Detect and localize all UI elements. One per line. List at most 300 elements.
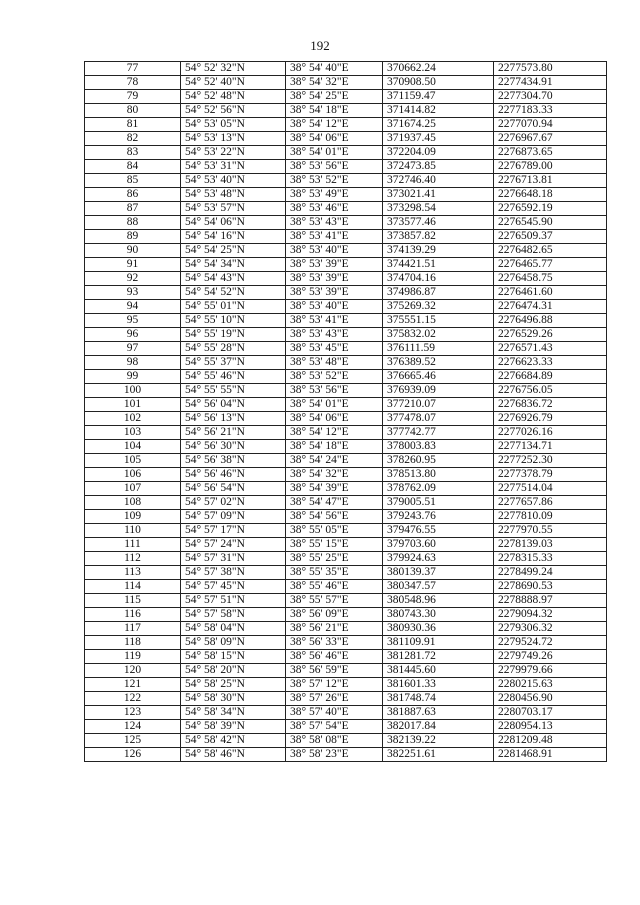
- x-coordinate-cell: 372204.09: [383, 146, 494, 160]
- y-coordinate-cell: 2276458.75: [494, 272, 607, 286]
- table-row: [85, 636, 607, 650]
- point-number-cell: 119: [85, 650, 181, 664]
- table-row: [85, 566, 607, 580]
- table-row: [85, 552, 607, 566]
- x-coordinate-cell: 380743.30: [383, 608, 494, 622]
- y-coordinate-cell: 2278690.53: [494, 580, 607, 594]
- x-coordinate-cell: 380548.96: [383, 594, 494, 608]
- y-coordinate-cell: 2277183.33: [494, 104, 607, 118]
- point-number-cell: 85: [85, 174, 181, 188]
- point-number-cell: 84: [85, 160, 181, 174]
- x-coordinate-cell: 381445.60: [383, 664, 494, 678]
- longitude-cell: 38° 58' 08"E: [286, 734, 383, 748]
- table-row: [85, 426, 607, 440]
- longitude-cell: 38° 53' 41"E: [286, 314, 383, 328]
- x-coordinate-cell: 375832.02: [383, 328, 494, 342]
- point-number-cell: 122: [85, 692, 181, 706]
- latitude-cell: 54° 57' 24"N: [181, 538, 286, 552]
- table-row: [85, 370, 607, 384]
- y-coordinate-cell: 2279094.32: [494, 608, 607, 622]
- y-coordinate-cell: 2277573.80: [494, 62, 607, 76]
- latitude-cell: 54° 57' 17"N: [181, 524, 286, 538]
- latitude-cell: 54° 56' 04"N: [181, 398, 286, 412]
- table-row: [85, 62, 607, 76]
- latitude-cell: 54° 52' 56"N: [181, 104, 286, 118]
- x-coordinate-cell: 381601.33: [383, 678, 494, 692]
- point-number-cell: 105: [85, 454, 181, 468]
- longitude-cell: 38° 53' 56"E: [286, 384, 383, 398]
- x-coordinate-cell: 374704.16: [383, 272, 494, 286]
- x-coordinate-cell: 377742.77: [383, 426, 494, 440]
- x-coordinate-cell: 380139.37: [383, 566, 494, 580]
- table-row: [85, 174, 607, 188]
- latitude-cell: 54° 58' 25"N: [181, 678, 286, 692]
- longitude-cell: 38° 54' 18"E: [286, 104, 383, 118]
- longitude-cell: 38° 56' 21"E: [286, 622, 383, 636]
- x-coordinate-cell: 377210.07: [383, 398, 494, 412]
- latitude-cell: 54° 54' 34"N: [181, 258, 286, 272]
- latitude-cell: 54° 57' 02"N: [181, 496, 286, 510]
- table-row: [85, 230, 607, 244]
- y-coordinate-cell: 2277378.79: [494, 468, 607, 482]
- longitude-cell: 38° 54' 06"E: [286, 412, 383, 426]
- point-number-cell: 116: [85, 608, 181, 622]
- longitude-cell: 38° 54' 24"E: [286, 454, 383, 468]
- table-row: [85, 314, 607, 328]
- longitude-cell: 38° 53' 43"E: [286, 216, 383, 230]
- longitude-cell: 38° 53' 56"E: [286, 160, 383, 174]
- latitude-cell: 54° 58' 09"N: [181, 636, 286, 650]
- longitude-cell: 38° 53' 46"E: [286, 202, 383, 216]
- latitude-cell: 54° 56' 38"N: [181, 454, 286, 468]
- y-coordinate-cell: 2277304.70: [494, 90, 607, 104]
- table-row: [85, 650, 607, 664]
- latitude-cell: 54° 57' 45"N: [181, 580, 286, 594]
- table-row: [85, 538, 607, 552]
- longitude-cell: 38° 56' 46"E: [286, 650, 383, 664]
- x-coordinate-cell: 380930.36: [383, 622, 494, 636]
- x-coordinate-cell: 382251.61: [383, 748, 494, 762]
- table-row: [85, 342, 607, 356]
- point-number-cell: 125: [85, 734, 181, 748]
- latitude-cell: 54° 57' 58"N: [181, 608, 286, 622]
- point-number-cell: 91: [85, 258, 181, 272]
- x-coordinate-cell: 381109.91: [383, 636, 494, 650]
- y-coordinate-cell: 2276461.60: [494, 286, 607, 300]
- y-coordinate-cell: 2278888.97: [494, 594, 607, 608]
- point-number-cell: 99: [85, 370, 181, 384]
- longitude-cell: 38° 55' 15"E: [286, 538, 383, 552]
- latitude-cell: 54° 58' 39"N: [181, 720, 286, 734]
- longitude-cell: 38° 54' 56"E: [286, 510, 383, 524]
- y-coordinate-cell: 2277134.71: [494, 440, 607, 454]
- table-row: [85, 286, 607, 300]
- y-coordinate-cell: 2276713.81: [494, 174, 607, 188]
- point-number-cell: 82: [85, 132, 181, 146]
- point-number-cell: 88: [85, 216, 181, 230]
- longitude-cell: 38° 55' 05"E: [286, 524, 383, 538]
- x-coordinate-cell: 371674.25: [383, 118, 494, 132]
- point-number-cell: 126: [85, 748, 181, 762]
- longitude-cell: 38° 54' 25"E: [286, 90, 383, 104]
- y-coordinate-cell: 2276496.88: [494, 314, 607, 328]
- table-row: [85, 412, 607, 426]
- x-coordinate-cell: 371937.45: [383, 132, 494, 146]
- point-number-cell: 79: [85, 90, 181, 104]
- longitude-cell: 38° 57' 54"E: [286, 720, 383, 734]
- latitude-cell: 54° 55' 01"N: [181, 300, 286, 314]
- table-row: [85, 664, 607, 678]
- latitude-cell: 54° 53' 40"N: [181, 174, 286, 188]
- x-coordinate-cell: 371159.47: [383, 90, 494, 104]
- table-row: [85, 328, 607, 342]
- table-row: [85, 608, 607, 622]
- x-coordinate-cell: 380347.57: [383, 580, 494, 594]
- latitude-cell: 54° 52' 40"N: [181, 76, 286, 90]
- x-coordinate-cell: 382017.84: [383, 720, 494, 734]
- table-row: [85, 188, 607, 202]
- y-coordinate-cell: 2280703.17: [494, 706, 607, 720]
- longitude-cell: 38° 54' 01"E: [286, 398, 383, 412]
- page-number: 192: [310, 38, 330, 53]
- table-row: [85, 132, 607, 146]
- point-number-cell: 101: [85, 398, 181, 412]
- latitude-cell: 54° 54' 43"N: [181, 272, 286, 286]
- point-number-cell: 92: [85, 272, 181, 286]
- point-number-cell: 78: [85, 76, 181, 90]
- point-number-cell: 89: [85, 230, 181, 244]
- point-number-cell: 115: [85, 594, 181, 608]
- y-coordinate-cell: 2276756.05: [494, 384, 607, 398]
- latitude-cell: 54° 58' 30"N: [181, 692, 286, 706]
- y-coordinate-cell: 2277970.55: [494, 524, 607, 538]
- latitude-cell: 54° 55' 55"N: [181, 384, 286, 398]
- latitude-cell: 54° 55' 19"N: [181, 328, 286, 342]
- y-coordinate-cell: 2279306.32: [494, 622, 607, 636]
- longitude-cell: 38° 53' 45"E: [286, 342, 383, 356]
- table-row: [85, 594, 607, 608]
- latitude-cell: 54° 58' 20"N: [181, 664, 286, 678]
- point-number-cell: 124: [85, 720, 181, 734]
- latitude-cell: 54° 52' 32"N: [181, 62, 286, 76]
- table-row: [85, 272, 607, 286]
- y-coordinate-cell: 2276509.37: [494, 230, 607, 244]
- x-coordinate-cell: 375551.15: [383, 314, 494, 328]
- latitude-cell: 54° 52' 48"N: [181, 90, 286, 104]
- longitude-cell: 38° 53' 39"E: [286, 286, 383, 300]
- y-coordinate-cell: 2277252.30: [494, 454, 607, 468]
- latitude-cell: 54° 57' 51"N: [181, 594, 286, 608]
- latitude-cell: 54° 57' 09"N: [181, 510, 286, 524]
- latitude-cell: 54° 56' 30"N: [181, 440, 286, 454]
- latitude-cell: 54° 58' 34"N: [181, 706, 286, 720]
- longitude-cell: 38° 53' 41"E: [286, 230, 383, 244]
- point-number-cell: 117: [85, 622, 181, 636]
- table-row: [85, 160, 607, 174]
- x-coordinate-cell: 379005.51: [383, 496, 494, 510]
- x-coordinate-cell: 379924.63: [383, 552, 494, 566]
- y-coordinate-cell: 2276873.65: [494, 146, 607, 160]
- latitude-cell: 54° 56' 21"N: [181, 426, 286, 440]
- longitude-cell: 38° 55' 35"E: [286, 566, 383, 580]
- table-row: [85, 748, 607, 762]
- x-coordinate-cell: 378260.95: [383, 454, 494, 468]
- x-coordinate-cell: 373298.54: [383, 202, 494, 216]
- point-number-cell: 108: [85, 496, 181, 510]
- x-coordinate-cell: 381281.72: [383, 650, 494, 664]
- latitude-cell: 54° 53' 22"N: [181, 146, 286, 160]
- point-number-cell: 80: [85, 104, 181, 118]
- point-number-cell: 77: [85, 62, 181, 76]
- point-number-cell: 104: [85, 440, 181, 454]
- longitude-cell: 38° 54' 01"E: [286, 146, 383, 160]
- longitude-cell: 38° 53' 52"E: [286, 370, 383, 384]
- table-row: [85, 216, 607, 230]
- point-number-cell: 83: [85, 146, 181, 160]
- table-row: [85, 454, 607, 468]
- table-row: [85, 202, 607, 216]
- latitude-cell: 54° 54' 16"N: [181, 230, 286, 244]
- table-row: [85, 524, 607, 538]
- y-coordinate-cell: 2276789.00: [494, 160, 607, 174]
- table-row: [85, 118, 607, 132]
- y-coordinate-cell: 2277070.94: [494, 118, 607, 132]
- y-coordinate-cell: 2277026.16: [494, 426, 607, 440]
- point-number-cell: 120: [85, 664, 181, 678]
- y-coordinate-cell: 2279524.72: [494, 636, 607, 650]
- table-row: [85, 76, 607, 90]
- longitude-cell: 38° 54' 39"E: [286, 482, 383, 496]
- point-number-cell: 103: [85, 426, 181, 440]
- point-number-cell: 106: [85, 468, 181, 482]
- table-row: [85, 440, 607, 454]
- y-coordinate-cell: 2276967.67: [494, 132, 607, 146]
- y-coordinate-cell: 2276482.65: [494, 244, 607, 258]
- table-row: [85, 580, 607, 594]
- point-number-cell: 113: [85, 566, 181, 580]
- point-number-cell: 93: [85, 286, 181, 300]
- longitude-cell: 38° 54' 12"E: [286, 118, 383, 132]
- table-row: [85, 734, 607, 748]
- coordinates-table-body: [85, 62, 607, 762]
- latitude-cell: 54° 57' 38"N: [181, 566, 286, 580]
- y-coordinate-cell: 2280954.13: [494, 720, 607, 734]
- x-coordinate-cell: 381748.74: [383, 692, 494, 706]
- point-number-cell: 97: [85, 342, 181, 356]
- point-number-cell: 102: [85, 412, 181, 426]
- y-coordinate-cell: 2276592.19: [494, 202, 607, 216]
- latitude-cell: 54° 54' 06"N: [181, 216, 286, 230]
- longitude-cell: 38° 54' 06"E: [286, 132, 383, 146]
- y-coordinate-cell: 2276926.79: [494, 412, 607, 426]
- longitude-cell: 38° 55' 57"E: [286, 594, 383, 608]
- latitude-cell: 54° 56' 54"N: [181, 482, 286, 496]
- longitude-cell: 38° 55' 25"E: [286, 552, 383, 566]
- y-coordinate-cell: 2276648.18: [494, 188, 607, 202]
- y-coordinate-cell: 2276545.90: [494, 216, 607, 230]
- y-coordinate-cell: 2276684.89: [494, 370, 607, 384]
- y-coordinate-cell: 2276474.31: [494, 300, 607, 314]
- latitude-cell: 54° 55' 37"N: [181, 356, 286, 370]
- table-row: [85, 678, 607, 692]
- point-number-cell: 112: [85, 552, 181, 566]
- latitude-cell: 54° 55' 10"N: [181, 314, 286, 328]
- longitude-cell: 38° 53' 48"E: [286, 356, 383, 370]
- x-coordinate-cell: 376665.46: [383, 370, 494, 384]
- latitude-cell: 54° 53' 13"N: [181, 132, 286, 146]
- table-row: [85, 244, 607, 258]
- y-coordinate-cell: 2279979.66: [494, 664, 607, 678]
- y-coordinate-cell: 2276623.33: [494, 356, 607, 370]
- x-coordinate-cell: 379703.60: [383, 538, 494, 552]
- latitude-cell: 54° 57' 31"N: [181, 552, 286, 566]
- table-row: [85, 300, 607, 314]
- longitude-cell: 38° 54' 18"E: [286, 440, 383, 454]
- point-number-cell: 86: [85, 188, 181, 202]
- x-coordinate-cell: 374421.51: [383, 258, 494, 272]
- table-row: [85, 692, 607, 706]
- x-coordinate-cell: 378003.83: [383, 440, 494, 454]
- point-number-cell: 95: [85, 314, 181, 328]
- y-coordinate-cell: 2276836.72: [494, 398, 607, 412]
- y-coordinate-cell: 2277514.04: [494, 482, 607, 496]
- y-coordinate-cell: 2278315.33: [494, 552, 607, 566]
- longitude-cell: 38° 54' 12"E: [286, 426, 383, 440]
- y-coordinate-cell: 2276529.26: [494, 328, 607, 342]
- x-coordinate-cell: 381887.63: [383, 706, 494, 720]
- point-number-cell: 114: [85, 580, 181, 594]
- point-number-cell: 90: [85, 244, 181, 258]
- latitude-cell: 54° 55' 46"N: [181, 370, 286, 384]
- point-number-cell: 111: [85, 538, 181, 552]
- x-coordinate-cell: 376111.59: [383, 342, 494, 356]
- latitude-cell: 54° 53' 48"N: [181, 188, 286, 202]
- longitude-cell: 38° 57' 40"E: [286, 706, 383, 720]
- x-coordinate-cell: 378513.80: [383, 468, 494, 482]
- point-number-cell: 100: [85, 384, 181, 398]
- longitude-cell: 38° 55' 46"E: [286, 580, 383, 594]
- longitude-cell: 38° 56' 33"E: [286, 636, 383, 650]
- latitude-cell: 54° 53' 31"N: [181, 160, 286, 174]
- latitude-cell: 54° 56' 13"N: [181, 412, 286, 426]
- table-row: [85, 258, 607, 272]
- longitude-cell: 38° 53' 39"E: [286, 272, 383, 286]
- table-row: [85, 622, 607, 636]
- latitude-cell: 54° 56' 46"N: [181, 468, 286, 482]
- x-coordinate-cell: 376939.09: [383, 384, 494, 398]
- y-coordinate-cell: 2277810.09: [494, 510, 607, 524]
- longitude-cell: 38° 58' 23"E: [286, 748, 383, 762]
- longitude-cell: 38° 54' 47"E: [286, 496, 383, 510]
- point-number-cell: 109: [85, 510, 181, 524]
- table-row: [85, 510, 607, 524]
- longitude-cell: 38° 56' 09"E: [286, 608, 383, 622]
- longitude-cell: 38° 54' 32"E: [286, 468, 383, 482]
- longitude-cell: 38° 56' 59"E: [286, 664, 383, 678]
- x-coordinate-cell: 372746.40: [383, 174, 494, 188]
- latitude-cell: 54° 53' 57"N: [181, 202, 286, 216]
- x-coordinate-cell: 370908.50: [383, 76, 494, 90]
- point-number-cell: 123: [85, 706, 181, 720]
- longitude-cell: 38° 57' 26"E: [286, 692, 383, 706]
- x-coordinate-cell: 374986.87: [383, 286, 494, 300]
- x-coordinate-cell: 382139.22: [383, 734, 494, 748]
- table-row: [85, 496, 607, 510]
- point-number-cell: 87: [85, 202, 181, 216]
- x-coordinate-cell: 373577.46: [383, 216, 494, 230]
- latitude-cell: 54° 55' 28"N: [181, 342, 286, 356]
- latitude-cell: 54° 58' 15"N: [181, 650, 286, 664]
- table-row: [85, 482, 607, 496]
- latitude-cell: 54° 53' 05"N: [181, 118, 286, 132]
- table-row: [85, 398, 607, 412]
- y-coordinate-cell: 2279749.26: [494, 650, 607, 664]
- latitude-cell: 54° 58' 46"N: [181, 748, 286, 762]
- y-coordinate-cell: 2278499.24: [494, 566, 607, 580]
- longitude-cell: 38° 57' 12"E: [286, 678, 383, 692]
- x-coordinate-cell: 373021.41: [383, 188, 494, 202]
- x-coordinate-cell: 373857.82: [383, 230, 494, 244]
- x-coordinate-cell: 370662.24: [383, 62, 494, 76]
- longitude-cell: 38° 53' 40"E: [286, 244, 383, 258]
- y-coordinate-cell: 2281468.91: [494, 748, 607, 762]
- x-coordinate-cell: 379243.76: [383, 510, 494, 524]
- y-coordinate-cell: 2276465.77: [494, 258, 607, 272]
- point-number-cell: 118: [85, 636, 181, 650]
- y-coordinate-cell: 2281209.48: [494, 734, 607, 748]
- x-coordinate-cell: 374139.29: [383, 244, 494, 258]
- table-row: [85, 146, 607, 160]
- longitude-cell: 38° 54' 40"E: [286, 62, 383, 76]
- x-coordinate-cell: 377478.07: [383, 412, 494, 426]
- coordinates-table: [84, 61, 607, 762]
- x-coordinate-cell: 372473.85: [383, 160, 494, 174]
- y-coordinate-cell: 2276571.43: [494, 342, 607, 356]
- y-coordinate-cell: 2280456.90: [494, 692, 607, 706]
- longitude-cell: 38° 53' 40"E: [286, 300, 383, 314]
- latitude-cell: 54° 54' 25"N: [181, 244, 286, 258]
- table-row: [85, 720, 607, 734]
- x-coordinate-cell: 375269.32: [383, 300, 494, 314]
- y-coordinate-cell: 2277434.91: [494, 76, 607, 90]
- longitude-cell: 38° 53' 39"E: [286, 258, 383, 272]
- y-coordinate-cell: 2280215.63: [494, 678, 607, 692]
- point-number-cell: 94: [85, 300, 181, 314]
- table-row: [85, 706, 607, 720]
- table-row: [85, 90, 607, 104]
- latitude-cell: 54° 58' 42"N: [181, 734, 286, 748]
- table-row: [85, 104, 607, 118]
- point-number-cell: 107: [85, 482, 181, 496]
- latitude-cell: 54° 54' 52"N: [181, 286, 286, 300]
- y-coordinate-cell: 2278139.03: [494, 538, 607, 552]
- longitude-cell: 38° 54' 32"E: [286, 76, 383, 90]
- longitude-cell: 38° 53' 52"E: [286, 174, 383, 188]
- table-row: [85, 384, 607, 398]
- point-number-cell: 110: [85, 524, 181, 538]
- x-coordinate-cell: 371414.82: [383, 104, 494, 118]
- longitude-cell: 38° 53' 49"E: [286, 188, 383, 202]
- table-row: [85, 356, 607, 370]
- latitude-cell: 54° 58' 04"N: [181, 622, 286, 636]
- point-number-cell: 121: [85, 678, 181, 692]
- point-number-cell: 96: [85, 328, 181, 342]
- x-coordinate-cell: 379476.55: [383, 524, 494, 538]
- point-number-cell: 98: [85, 356, 181, 370]
- x-coordinate-cell: 376389.52: [383, 356, 494, 370]
- y-coordinate-cell: 2277657.86: [494, 496, 607, 510]
- point-number-cell: 81: [85, 118, 181, 132]
